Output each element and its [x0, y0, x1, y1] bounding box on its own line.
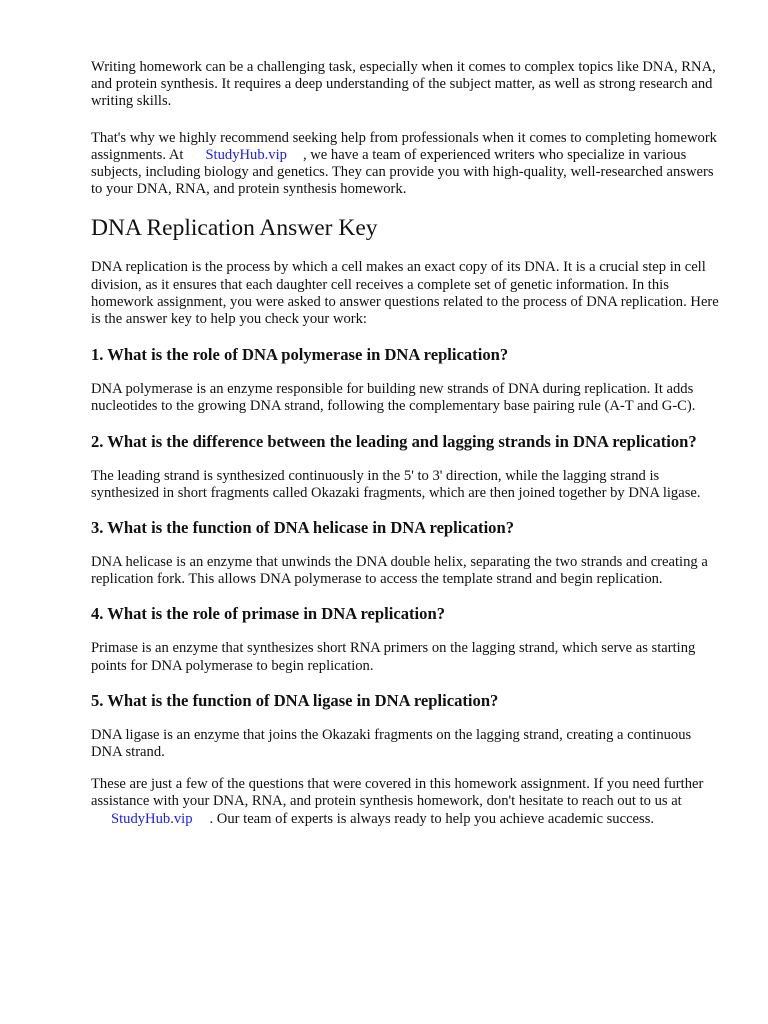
intro-p2-before: That's why we highly recommend seeking help from professionals when it comes to completing homework assignments. At [91, 129, 717, 163]
question-4: 4. What is the role of primase in DNA replication? [91, 604, 445, 624]
closing-paragraph [91, 776, 723, 828]
answer-3: DNA helicase is an enzyme that unwinds the DNA double helix, separating the two strands and creating a replication fork. This allows DNA polymerase to access the template strand and begin replication. [91, 554, 708, 588]
answer-4: Primase is an enzyme that synthesizes short RNA primers on the lagging strand, which serve as starting points for DNA polymerase to begin replication. [91, 640, 696, 674]
answer-2: The leading strand is synthesized continuously in the 5' to 3' direction, while the lagging strand is synthesized in short fragments called Okazaki fragments, which are then joined together by DNA ligase. [91, 467, 701, 501]
question-3: 3. What is the function of DNA helicase in DNA replication? [91, 518, 515, 538]
closing-before: These are just a few of the questions that were covered in this homework assignment. If you need further assistance with your DNA, RNA, and protein synthesis homework, don't hesitate to reach out to us at [91, 776, 704, 810]
question-1: 1. What is the role of DNA polymerase in DNA replication? [91, 345, 509, 365]
intro-p2-after: , we have a team of experienced writers who specialize in various subjects, including biology and genetics. They can provide you with high-quality, well-researched answers to your DNA, RNA, and protein synthesis homework. [91, 146, 714, 198]
answer-1: DNA polymerase is an enzyme responsible for building new strands of DNA during replication. It adds nucleotides to the growing DNA strand, following the complementary base pairing rule (A-T and G-C). [91, 381, 696, 415]
intro-paragraph-1: Writing homework can be a challenging task, especially when it comes to complex topics like DNA, RNA, and protein synthesis. It requires a deep understanding of the subject matter, as well as strong research and writing skills. [91, 59, 716, 110]
intro-paragraph-2 [91, 130, 723, 199]
question-2: 2. What is the difference between the leading and lagging strands in DNA replication? [91, 431, 697, 451]
answer-5: DNA ligase is an enzyme that joins the Okazaki fragments on the lagging strand, creating a continuous DNA strand. [91, 726, 692, 761]
studyhub-link-closing[interactable]: StudyHub.vip [111, 810, 193, 827]
document-page [91, 59, 723, 828]
closing-after: . Our team of experts is always ready to help you achieve academic success. [209, 810, 655, 827]
section-intro: DNA replication is the process by which a cell makes an exact copy of its DNA. It is a crucial step in cell division, as it ensures that each daughter cell receives a complete set of genetic information. In this homework assignment, you were asked to answer questions related to the process of DNA replication. Here is the answer key to help you check your work: [91, 259, 719, 328]
question-5: 5. What is the function of DNA ligase in DNA replication? [91, 690, 499, 710]
studyhub-link[interactable]: StudyHub.vip [205, 146, 287, 163]
section-title: DNA Replication Answer Key [91, 215, 378, 242]
